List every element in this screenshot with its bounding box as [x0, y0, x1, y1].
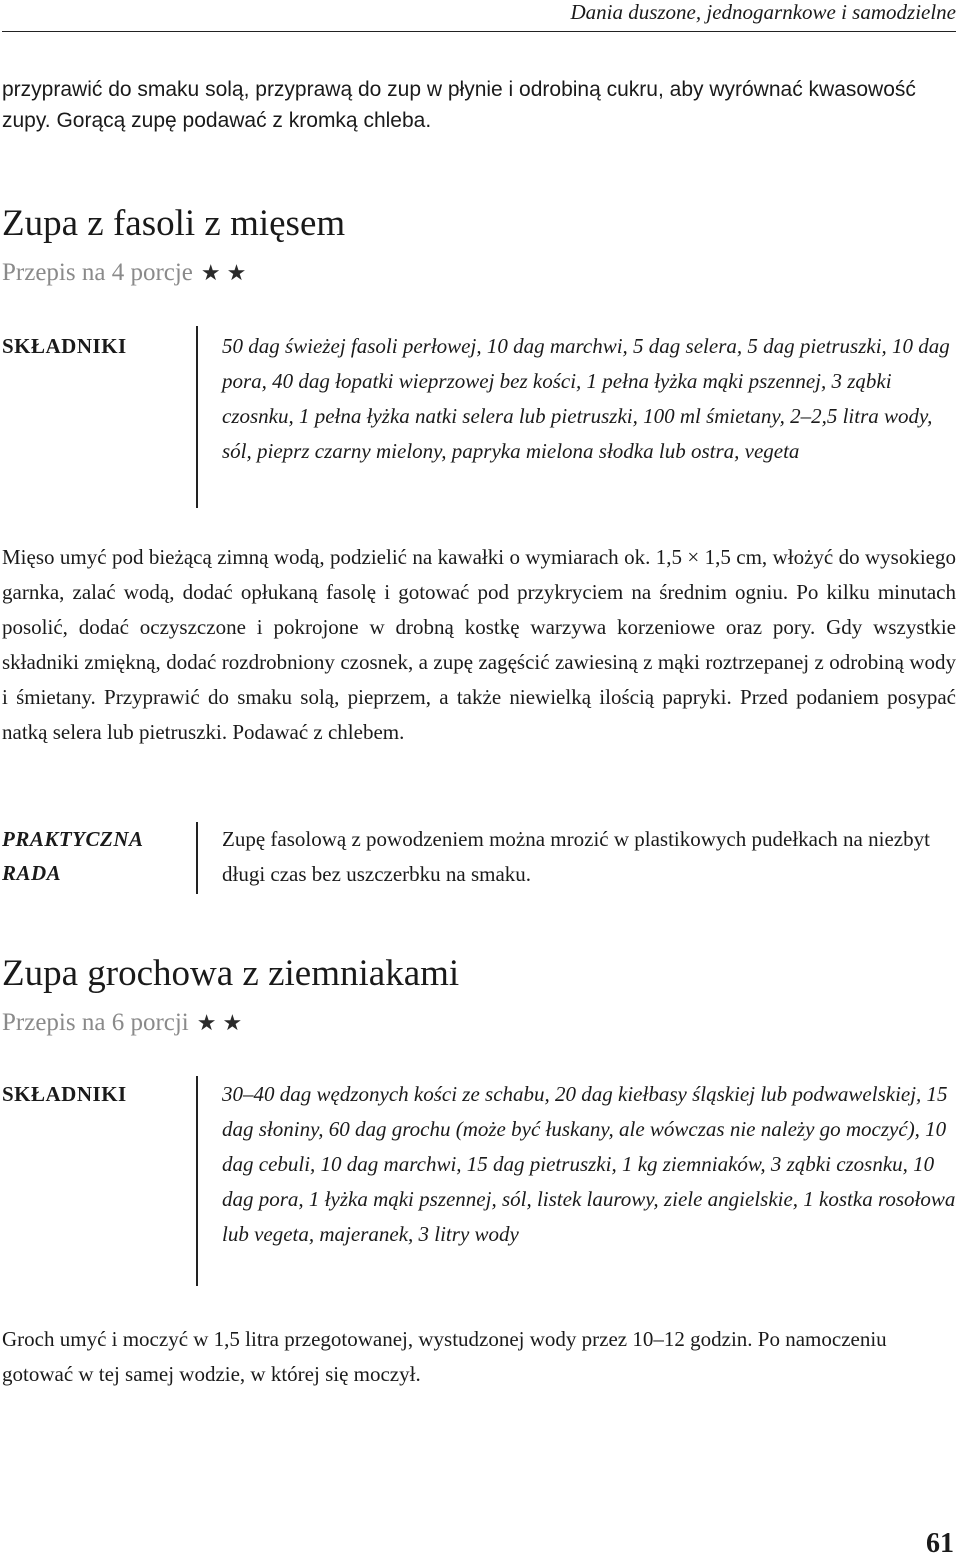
ingredients-text: 30–40 dag wędzonych kości ze schabu, 20 dag kiełbasy śląskiej lub podwawelskiej, 15 dag słoniny, 60 dag grochu (może być łuskany, ale wówczas nie należy go moczyć), 10 dag cebuli, 10 dag marchwi, 15 dag pietruszki, 1 kg ziemniaków, 3 ząbki czosnku, 10 dag pora, 1 łyżka mąki pszennej, sól, listek laurowy, ziele angielskie, 1 kostka rosołowa lub vegeta, majeranek, 3 litry wody	[222, 1082, 956, 1246]
tip-label-line1: PRAKTYCZNA	[2, 827, 144, 851]
serves-text: Przepis na 6 porcji	[2, 1009, 189, 1036]
tip-text: Zupę fasolową z powodzeniem można mrozić w plastikowych pudełkach na niezbyt długi czas bez uszczerbku na smaku.	[222, 827, 930, 886]
intro-paragraph: przyprawić do smaku solą, przyprawą do zup w płynie i odrobiną cukru, aby wyrównać kwasowość zupy. Gorącą zupę podawać z kromką chleba.	[2, 78, 916, 132]
ingredients-divider	[196, 326, 198, 508]
recipe-serves	[2, 1008, 248, 1038]
running-head: Dania duszone, jednogarnkowe i samodzielne	[570, 0, 956, 24]
header-rule	[2, 31, 956, 32]
recipe-title: Zupa grochowa z ziemniakami	[2, 953, 460, 994]
tip-label	[2, 822, 144, 890]
recipe-title: Zupa z fasoli z mięsem	[2, 203, 346, 244]
ingredients-label: SKŁADNIKI	[2, 1082, 127, 1106]
tip-divider	[196, 822, 198, 894]
tip-label-line2: RADA	[2, 861, 62, 885]
ingredients-text: 50 dag świeżej fasoli perłowej, 10 dag marchwi, 5 dag selera, 5 dag pietruszki, 10 dag pora, 40 dag łopatki wieprzowej bez kości, 1 pełna łyżka mąki pszennej, 3 ząbki czosnku, 1 pełna łyżka natki selera lub pietruszki, 100 ml śmietany, 2–2,5 litra wody, sól, pieprz czarny mielony, papryka mielona słodka lub ostra, vegeta	[222, 334, 950, 463]
page-number: 61	[926, 1528, 954, 1559]
ingredients-divider	[196, 1076, 198, 1286]
method-paragraph: Mięso umyć pod bieżącą zimną wodą, podzielić na kawałki o wymiarach ok. 1,5 × 1,5 cm, włożyć do wysokiego garnka, zalać wodą, dodać opłukaną fasolę i gotować pod przykryciem na średnim ogniu. Po kilku minutach posolić, dodać oczyszczone i pokrojone w drobną kostkę warzywa korzeniowe oraz pory. Gdy wszystkie składniki zmiękną, dodać rozdrobniony czosnek, a zupę zagęścić zawiesiną z mąki roztrzepanej z odrobiną wody i śmietany. Przyprawić do smaku solą, pieprzem, a także niewielką ilością papryki. Przed podaniem posypać natką selera lub pietruszki. Podawać z chlebem.	[2, 545, 956, 744]
recipe-serves	[2, 258, 252, 288]
difficulty-stars-icon: ★★	[200, 260, 253, 285]
serves-text: Przepis na 4 porcje	[2, 259, 193, 286]
ingredients-label: SKŁADNIKI	[2, 334, 127, 358]
method-paragraph: Groch umyć i moczyć w 1,5 litra przegotowanej, wystudzonej wody przez 10–12 godzin. Po namoczeniu gotować w tej samej wodzie, w której się moczył.	[2, 1327, 887, 1386]
difficulty-stars-icon: ★★	[196, 1010, 249, 1035]
